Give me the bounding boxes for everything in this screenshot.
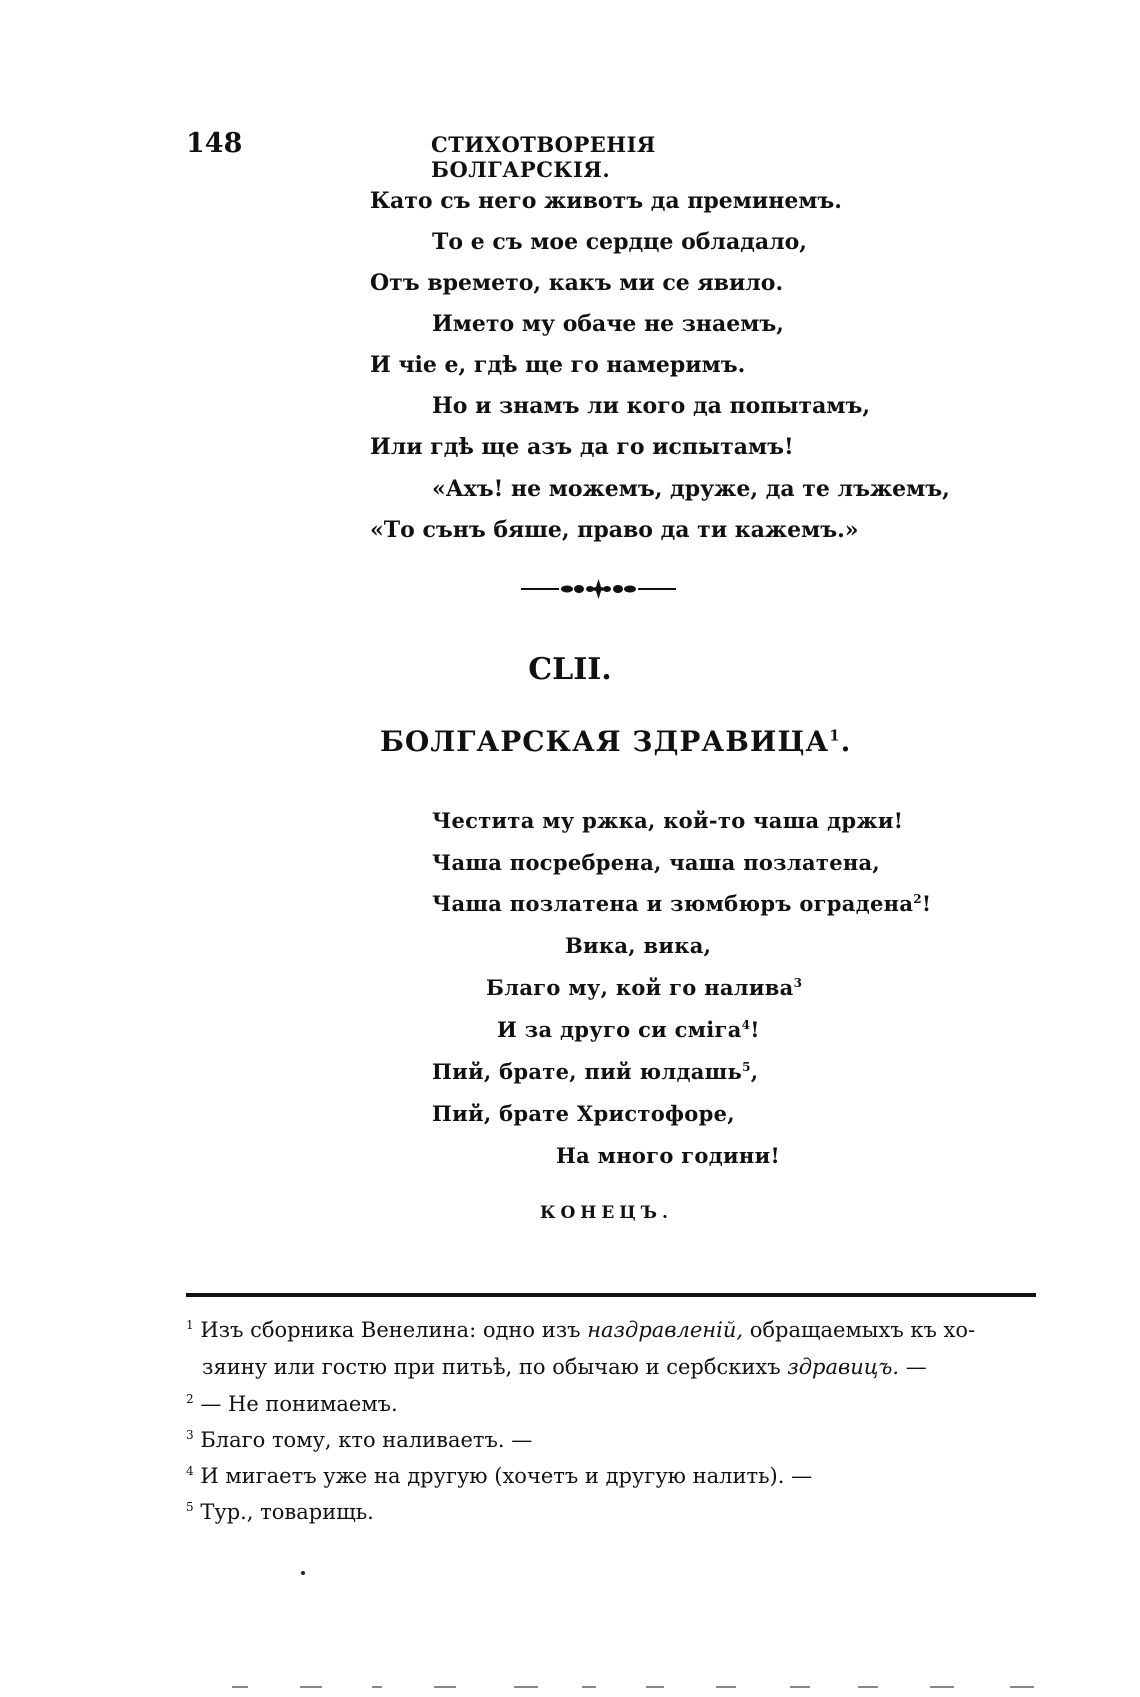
footnote-italic: наздравленій,: [587, 1318, 744, 1342]
footnote: [186, 1392, 398, 1416]
footnote-rule: [186, 1293, 1036, 1297]
toast-line-text: Чаша позлатена и зюмбюръ оградена: [432, 891, 914, 916]
poem-line: И чіе е, гдѣ ще го намеримъ.: [370, 352, 746, 378]
footnote-ref: 5: [742, 1060, 751, 1074]
footnote-marker: 1: [186, 1318, 194, 1332]
footnote-text: И мигаетъ уже на другую (хочетъ и другую налить). —: [200, 1464, 813, 1488]
poem-line: То е съ мое сердце обладало,: [432, 229, 807, 255]
section-number: CLII.: [528, 652, 612, 687]
footnote-ref: 3: [793, 976, 803, 990]
scan-dash: [790, 1686, 810, 1688]
poem-line: Като съ него животъ да преминемъ.: [370, 188, 842, 214]
running-head: [186, 128, 836, 182]
toast-line: Пий, брате Христофоре,: [432, 1101, 735, 1126]
poem-line: Или гдѣ ще азъ да го испытамъ!: [370, 434, 794, 460]
toast-line-text: Благо му, кой го налива: [486, 975, 794, 1000]
toast-line: [432, 1059, 758, 1084]
footnote-text: Изъ сборника Венелина: одно изъ: [200, 1318, 588, 1342]
footnote-marker: 2: [186, 1392, 194, 1406]
footnote-ref: 4: [741, 1018, 751, 1032]
scan-dash: [858, 1686, 878, 1688]
toast-line: [432, 891, 931, 916]
toast-line: Чаша посребрена, чаша позлатена,: [432, 850, 881, 875]
scan-dash: [372, 1686, 382, 1688]
poem-line: Отъ времето, какъ ми се явило.: [370, 270, 784, 296]
scan-dash: [232, 1686, 248, 1688]
footnote-ref: 1: [829, 726, 841, 745]
toast-line: Честита му ржка, кой-то чаша држи!: [432, 808, 904, 833]
footnote-text: — Не понимаемъ.: [200, 1392, 398, 1416]
toast-line: [486, 975, 802, 1000]
footnote-marker: 4: [186, 1464, 194, 1478]
toast-line: Вика, вика,: [565, 933, 712, 958]
footnote-italic: здравицъ.: [787, 1355, 900, 1379]
toast-line-end: ,: [750, 1059, 759, 1084]
toast-line-text: И за друго си сміга: [497, 1017, 742, 1042]
scan-dash: [300, 1686, 322, 1688]
footnote: [186, 1318, 975, 1342]
title-period: .: [840, 725, 852, 758]
toast-line-text: Пий, брате, пий юлдашь: [432, 1059, 743, 1084]
scan-dash: [646, 1686, 664, 1688]
toast-line-end: !: [921, 891, 932, 916]
footnote-marker: 3: [186, 1428, 194, 1442]
end-mark: КОНЕЦЪ.: [540, 1203, 673, 1223]
footnote: [186, 1464, 812, 1488]
footnote-text: зяину или гостю при питьѣ, по обычаю и сербскихъ: [202, 1355, 788, 1379]
poem-line: Но и знамъ ли кого да попытамъ,: [432, 393, 871, 419]
footnote: [186, 1428, 532, 1452]
poem-line: «То сънъ бяше, право да ти кажемъ.»: [370, 517, 859, 543]
scan-dash: [434, 1686, 456, 1688]
ink-speck: [301, 1571, 305, 1575]
section-title-text: БОЛГАРСКАЯ ЗДРАВИЦА: [380, 725, 830, 758]
footnote-marker: 5: [186, 1500, 194, 1514]
poem-line: Името му обаче не знаемъ,: [432, 311, 784, 337]
toast-line-end: !: [750, 1017, 760, 1042]
footnote-text: Тур., товарищь.: [200, 1500, 374, 1524]
scan-dash: [716, 1686, 736, 1688]
footnote: [186, 1500, 374, 1524]
scan-dash: [582, 1686, 596, 1688]
section-title: [380, 725, 851, 758]
ornament-divider: [521, 577, 676, 601]
footnote-text: Благо тому, кто наливаетъ. —: [200, 1428, 533, 1452]
footnote-ref: 2: [913, 892, 922, 906]
scan-dash: [1010, 1686, 1034, 1688]
poem-line: «Ахъ! не можемъ, друже, да те лъжемъ,: [432, 476, 950, 502]
page-number: 148: [186, 128, 243, 159]
scan-dash: [930, 1686, 954, 1688]
footnote-text: —: [899, 1355, 927, 1379]
footnote-text: обращаемыхъ къ хо-: [743, 1318, 976, 1342]
running-head-title: СТИХОТВОРЕНІЯ БОЛГАРСКІЯ.: [431, 132, 656, 182]
toast-line: [497, 1017, 760, 1042]
scan-dash: [514, 1686, 538, 1688]
toast-line: На много години!: [556, 1143, 780, 1168]
footnote-continuation: [202, 1355, 927, 1379]
